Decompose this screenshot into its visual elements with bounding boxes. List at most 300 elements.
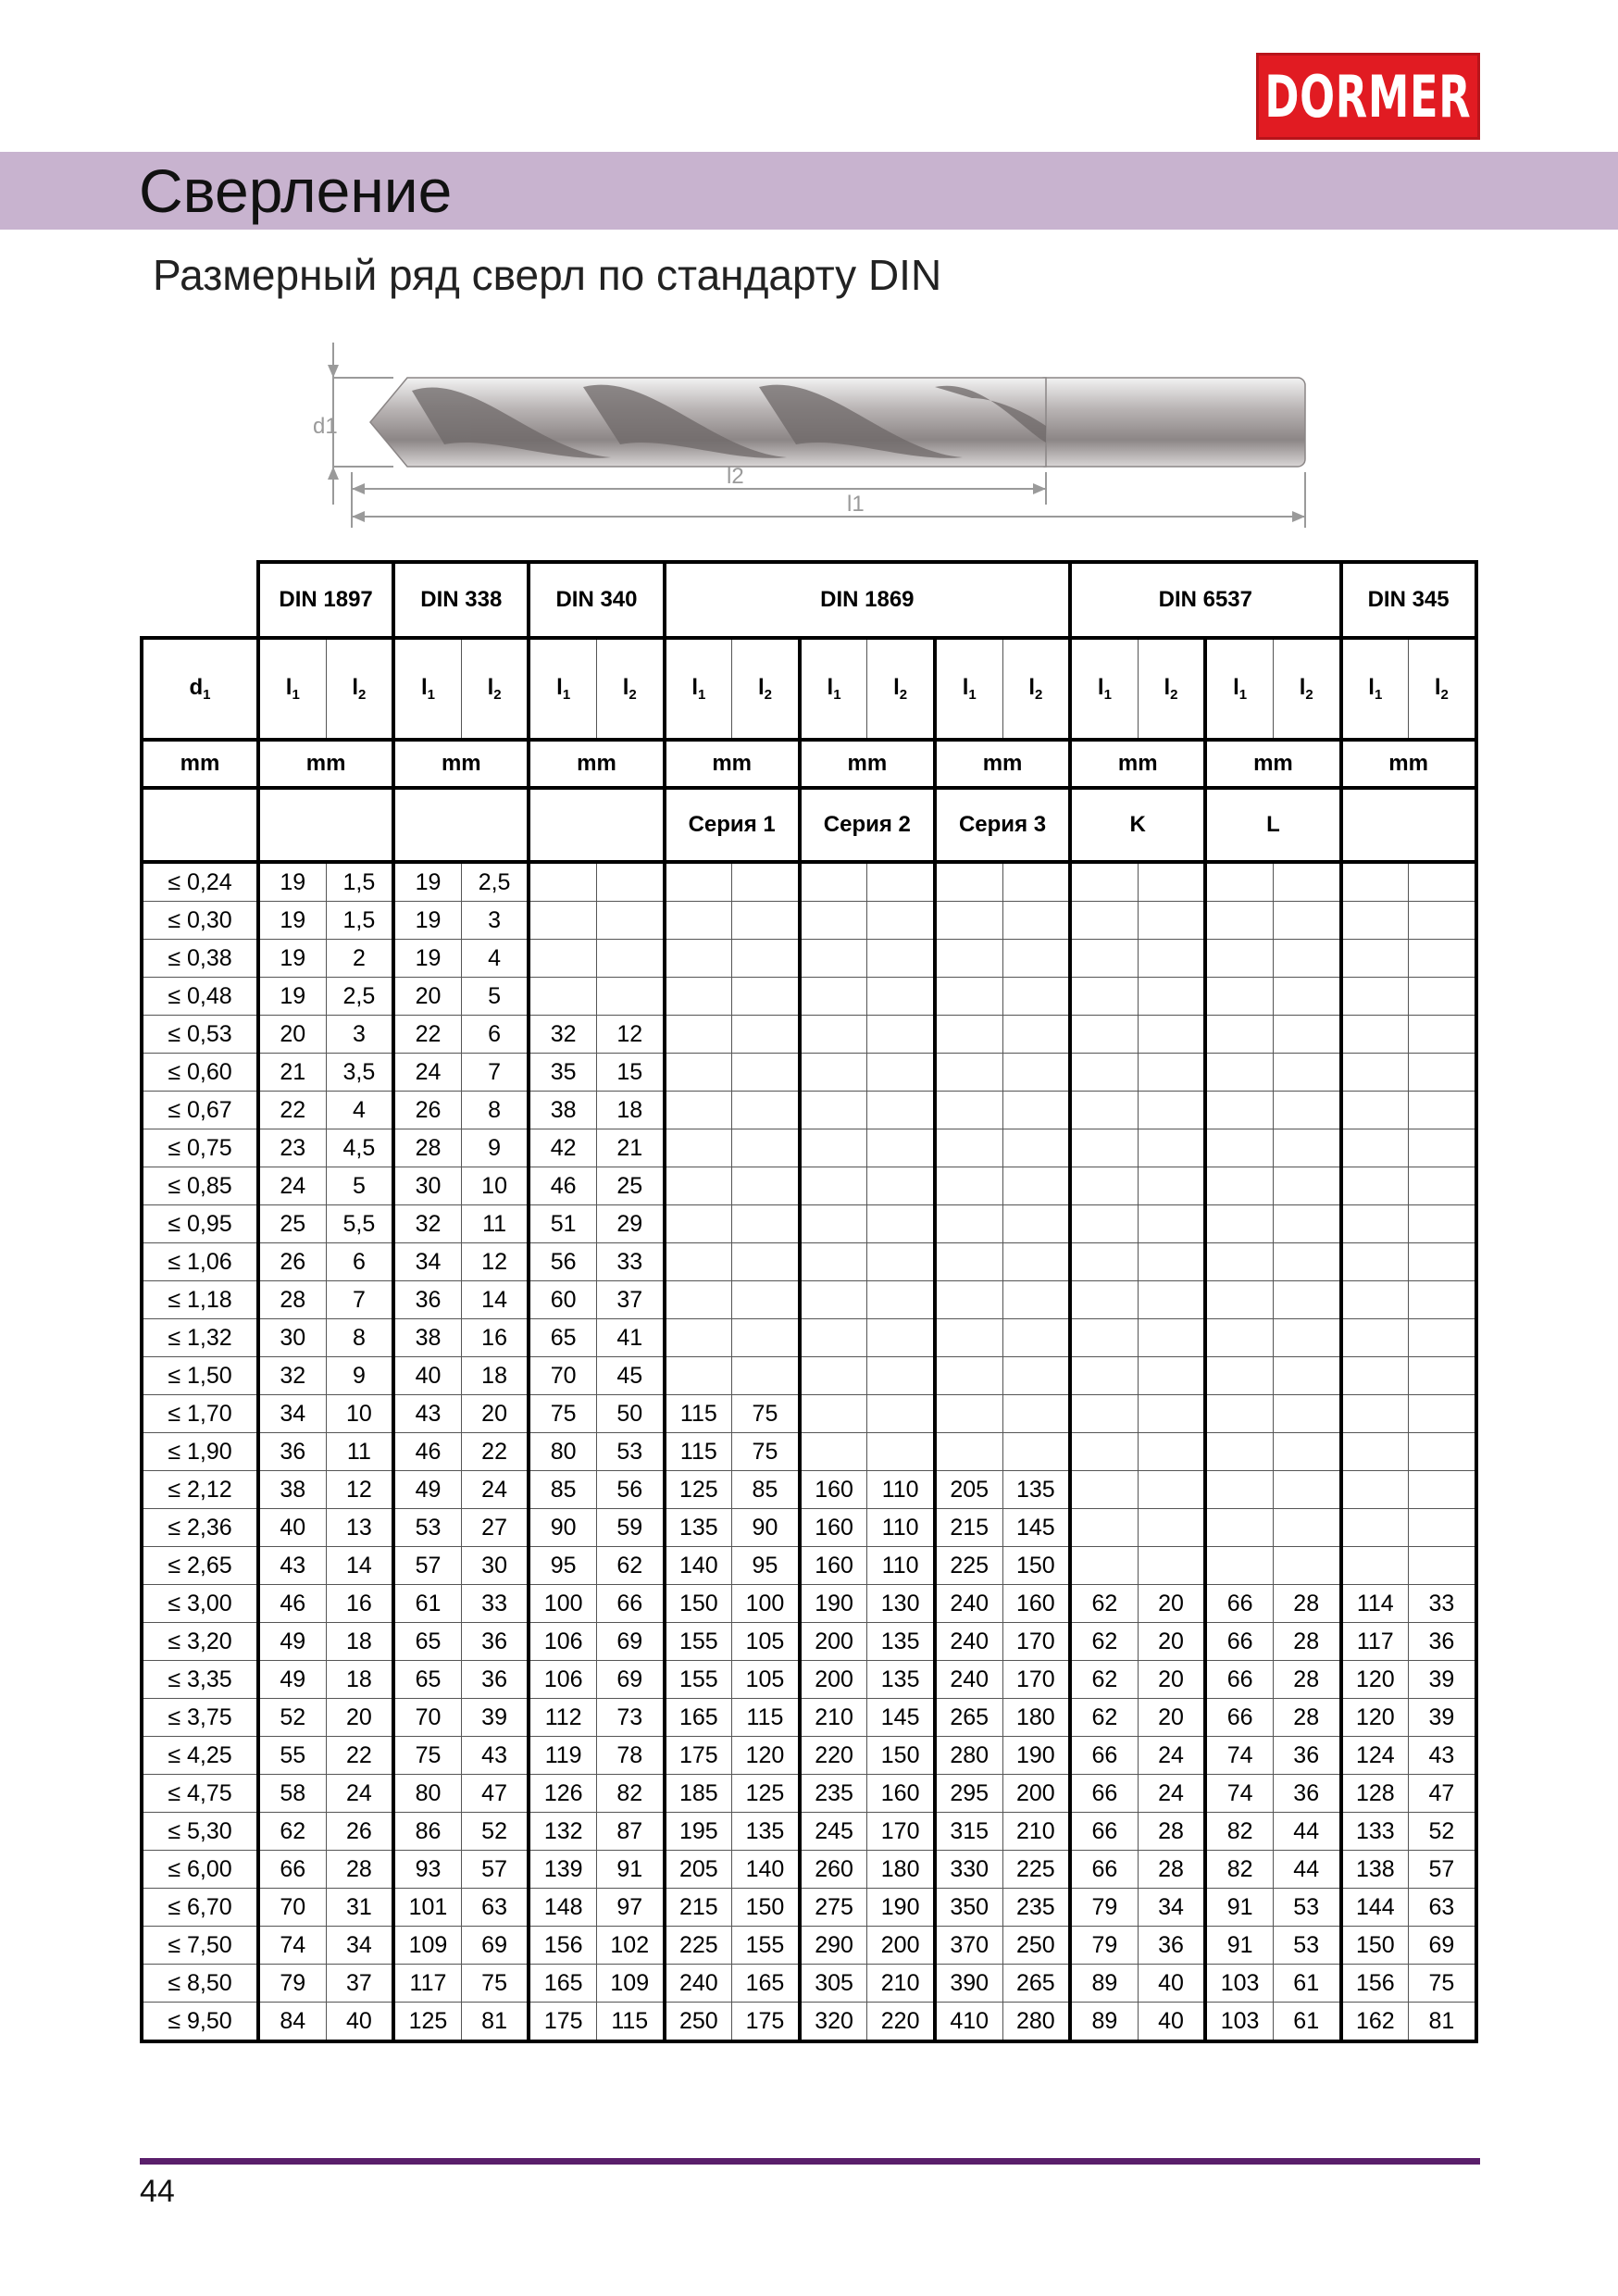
- value-cell: 160: [800, 1547, 867, 1585]
- series-header: Серия 3: [935, 788, 1070, 862]
- value-cell: [800, 1205, 867, 1243]
- value-cell: 20: [258, 1016, 326, 1054]
- l1-header-subscript: 1: [968, 687, 977, 703]
- value-cell: 37: [326, 1965, 393, 2003]
- value-cell: [1341, 1319, 1409, 1357]
- value-cell: 46: [529, 1167, 596, 1205]
- value-cell: 117: [1341, 1623, 1409, 1661]
- value-cell: [1138, 1281, 1205, 1319]
- l2-header: [461, 638, 529, 740]
- value-cell: 6: [326, 1243, 393, 1281]
- value-cell: [935, 1129, 1002, 1167]
- value-cell: 290: [800, 1927, 867, 1965]
- value-cell: 15: [596, 1054, 664, 1092]
- value-cell: [1409, 1319, 1476, 1357]
- value-cell: [1205, 862, 1273, 902]
- value-cell: [529, 978, 596, 1016]
- value-cell: [800, 1319, 867, 1357]
- value-cell: 84: [258, 2003, 326, 2042]
- l1-header-letter: l: [962, 675, 969, 700]
- value-cell: 28: [1138, 1851, 1205, 1889]
- value-cell: 101: [393, 1889, 461, 1927]
- value-cell: 90: [732, 1509, 800, 1547]
- value-cell: 61: [1273, 1965, 1340, 2003]
- value-cell: [935, 862, 1002, 902]
- value-cell: 43: [461, 1737, 529, 1775]
- value-cell: 19: [258, 940, 326, 978]
- value-cell: 47: [1409, 1775, 1476, 1813]
- value-cell: [1070, 1319, 1138, 1357]
- value-cell: 63: [461, 1889, 529, 1927]
- value-cell: 125: [732, 1775, 800, 1813]
- value-cell: [1409, 1092, 1476, 1129]
- value-cell: 79: [1070, 1927, 1138, 1965]
- value-cell: [1205, 1509, 1273, 1547]
- value-cell: [1409, 1016, 1476, 1054]
- unit-header: mm: [529, 740, 664, 788]
- table-row: [142, 1927, 1476, 1965]
- value-cell: 27: [461, 1509, 529, 1547]
- value-cell: 139: [529, 1851, 596, 1889]
- value-cell: 20: [326, 1699, 393, 1737]
- value-cell: [1138, 1395, 1205, 1433]
- value-cell: 200: [800, 1623, 867, 1661]
- l2-header-letter: l: [352, 675, 359, 700]
- value-cell: 11: [461, 1205, 529, 1243]
- table-row: [142, 1205, 1476, 1243]
- value-cell: [1070, 1243, 1138, 1281]
- value-cell: [1409, 1357, 1476, 1395]
- value-cell: 110: [867, 1471, 935, 1509]
- value-cell: [800, 1281, 867, 1319]
- value-cell: 200: [1002, 1775, 1070, 1813]
- value-cell: [732, 902, 800, 940]
- unit-header: mm: [1070, 740, 1205, 788]
- value-cell: 390: [935, 1965, 1002, 2003]
- value-cell: 21: [596, 1129, 664, 1167]
- value-cell: 175: [529, 2003, 596, 2042]
- value-cell: 32: [393, 1205, 461, 1243]
- value-cell: 36: [461, 1661, 529, 1699]
- value-cell: 66: [1205, 1623, 1273, 1661]
- value-cell: 51: [529, 1205, 596, 1243]
- value-cell: [800, 862, 867, 902]
- value-cell: [665, 1319, 732, 1357]
- value-cell: [1205, 1357, 1273, 1395]
- value-cell: [1070, 1281, 1138, 1319]
- value-cell: [1341, 1471, 1409, 1509]
- value-cell: 240: [935, 1623, 1002, 1661]
- value-cell: 190: [1002, 1737, 1070, 1775]
- value-cell: 44: [1273, 1851, 1340, 1889]
- l2-header-subscript: 2: [493, 687, 502, 703]
- logo-text: DORMER: [1264, 62, 1472, 131]
- value-cell: 7: [326, 1281, 393, 1319]
- table-row: [142, 1395, 1476, 1433]
- value-cell: 110: [867, 1547, 935, 1585]
- value-cell: 66: [1205, 1661, 1273, 1699]
- value-cell: 62: [1070, 1699, 1138, 1737]
- value-cell: 109: [393, 1927, 461, 1965]
- l2-header-subscript: 2: [1170, 687, 1178, 703]
- value-cell: 91: [1205, 1889, 1273, 1927]
- value-cell: 43: [393, 1395, 461, 1433]
- value-cell: 75: [732, 1433, 800, 1471]
- value-cell: [665, 1357, 732, 1395]
- value-cell: 170: [1002, 1623, 1070, 1661]
- value-cell: [1341, 1167, 1409, 1205]
- value-cell: 14: [461, 1281, 529, 1319]
- value-cell: [1070, 1016, 1138, 1054]
- value-cell: 40: [258, 1509, 326, 1547]
- value-cell: [800, 1395, 867, 1433]
- value-cell: [1205, 902, 1273, 940]
- table-row: [142, 1623, 1476, 1661]
- value-cell: [1070, 1471, 1138, 1509]
- value-cell: [1002, 902, 1070, 940]
- value-cell: [1205, 1205, 1273, 1243]
- value-cell: 52: [1409, 1813, 1476, 1851]
- value-cell: 95: [732, 1547, 800, 1585]
- value-cell: 22: [461, 1433, 529, 1471]
- unit-header: mm: [935, 740, 1070, 788]
- value-cell: [665, 1167, 732, 1205]
- value-cell: [1070, 1054, 1138, 1092]
- value-cell: 46: [393, 1433, 461, 1471]
- value-cell: 28: [393, 1129, 461, 1167]
- value-cell: [1341, 1395, 1409, 1433]
- value-cell: 140: [665, 1547, 732, 1585]
- l1-header-subscript: 1: [427, 687, 435, 703]
- table-row: [142, 1016, 1476, 1054]
- value-cell: [1409, 862, 1476, 902]
- value-cell: 78: [596, 1737, 664, 1775]
- value-cell: [732, 1129, 800, 1167]
- value-cell: 28: [1273, 1699, 1340, 1737]
- unit-header: mm: [800, 740, 935, 788]
- value-cell: 86: [393, 1813, 461, 1851]
- value-cell: 28: [326, 1851, 393, 1889]
- value-cell: 80: [393, 1775, 461, 1813]
- value-cell: [1002, 1129, 1070, 1167]
- value-cell: [732, 1205, 800, 1243]
- value-cell: 109: [596, 1965, 664, 2003]
- value-cell: [529, 940, 596, 978]
- series-header: [258, 788, 393, 862]
- value-cell: [1341, 1129, 1409, 1167]
- value-cell: [596, 862, 664, 902]
- value-cell: [1138, 1243, 1205, 1281]
- value-cell: 175: [732, 2003, 800, 2042]
- value-cell: 49: [258, 1623, 326, 1661]
- value-cell: 225: [1002, 1851, 1070, 1889]
- value-cell: [1341, 1243, 1409, 1281]
- value-cell: 66: [1205, 1585, 1273, 1623]
- value-cell: 165: [732, 1965, 800, 2003]
- l2-header-letter: l: [1164, 675, 1171, 700]
- value-cell: 36: [258, 1433, 326, 1471]
- value-cell: [935, 1433, 1002, 1471]
- value-cell: 18: [326, 1623, 393, 1661]
- value-cell: [867, 902, 935, 940]
- value-cell: 6: [461, 1016, 529, 1054]
- value-cell: 150: [732, 1889, 800, 1927]
- unit-header: mm: [393, 740, 529, 788]
- value-cell: [1409, 1167, 1476, 1205]
- l2-header: [1409, 638, 1476, 740]
- value-cell: 2: [326, 940, 393, 978]
- value-cell: 4,5: [326, 1129, 393, 1167]
- value-cell: [1002, 940, 1070, 978]
- table-row: [142, 1889, 1476, 1927]
- value-cell: 195: [665, 1813, 732, 1851]
- value-cell: 19: [393, 940, 461, 978]
- value-cell: 180: [867, 1851, 935, 1889]
- value-cell: 250: [665, 2003, 732, 2042]
- value-cell: 65: [393, 1623, 461, 1661]
- value-cell: 295: [935, 1775, 1002, 1813]
- value-cell: [1070, 1395, 1138, 1433]
- l2-header-subscript: 2: [1034, 687, 1043, 703]
- value-cell: 57: [461, 1851, 529, 1889]
- value-cell: [935, 1281, 1002, 1319]
- value-cell: 82: [596, 1775, 664, 1813]
- value-cell: 69: [596, 1623, 664, 1661]
- value-cell: [596, 902, 664, 940]
- l1-header-subscript: 1: [833, 687, 841, 703]
- diameter-cell: ≤ 2,36: [142, 1509, 258, 1547]
- value-cell: 103: [1205, 1965, 1273, 2003]
- value-cell: [1002, 1243, 1070, 1281]
- value-cell: 155: [665, 1623, 732, 1661]
- value-cell: 60: [529, 1281, 596, 1319]
- table-row: [142, 1167, 1476, 1205]
- value-cell: [1409, 1547, 1476, 1585]
- value-cell: 87: [596, 1813, 664, 1851]
- value-cell: [1138, 1054, 1205, 1092]
- value-cell: [867, 1395, 935, 1433]
- value-cell: 124: [1341, 1737, 1409, 1775]
- value-cell: 73: [596, 1699, 664, 1737]
- value-cell: [1070, 1509, 1138, 1547]
- value-cell: [1002, 1433, 1070, 1471]
- value-cell: 29: [596, 1205, 664, 1243]
- table-row: [142, 1357, 1476, 1395]
- value-cell: 53: [1273, 1889, 1340, 1927]
- value-cell: 120: [1341, 1661, 1409, 1699]
- value-cell: 24: [1138, 1775, 1205, 1813]
- table-row: [142, 1813, 1476, 1851]
- value-cell: 95: [529, 1547, 596, 1585]
- value-cell: 18: [461, 1357, 529, 1395]
- value-cell: 210: [1002, 1813, 1070, 1851]
- value-cell: 165: [529, 1965, 596, 2003]
- value-cell: 190: [867, 1889, 935, 1927]
- value-cell: 20: [1138, 1623, 1205, 1661]
- value-cell: 180: [1002, 1699, 1070, 1737]
- unit-header: mm: [1341, 740, 1476, 788]
- diameter-subscript: 1: [203, 687, 211, 703]
- standard-header: DIN 345: [1341, 562, 1476, 638]
- value-cell: 160: [800, 1509, 867, 1547]
- value-cell: 175: [665, 1737, 732, 1775]
- value-cell: 350: [935, 1889, 1002, 1927]
- l1-header-subscript: 1: [292, 687, 300, 703]
- value-cell: 103: [1205, 2003, 1273, 2042]
- value-cell: 36: [1273, 1737, 1340, 1775]
- value-cell: 160: [1002, 1585, 1070, 1623]
- value-cell: 18: [326, 1661, 393, 1699]
- value-cell: 20: [461, 1395, 529, 1433]
- value-cell: 18: [596, 1092, 664, 1129]
- value-cell: [1409, 902, 1476, 940]
- value-cell: [867, 1129, 935, 1167]
- value-cell: 55: [258, 1737, 326, 1775]
- value-cell: [1273, 1395, 1340, 1433]
- value-cell: 170: [1002, 1661, 1070, 1699]
- l1-header-subscript: 1: [562, 687, 571, 703]
- diameter-cell: ≤ 1,06: [142, 1243, 258, 1281]
- value-cell: [935, 940, 1002, 978]
- value-cell: [1205, 1547, 1273, 1585]
- l2-header-subscript: 2: [629, 687, 637, 703]
- l1-header: [665, 638, 732, 740]
- value-cell: 165: [665, 1699, 732, 1737]
- value-cell: [1002, 1054, 1070, 1092]
- value-cell: 10: [461, 1167, 529, 1205]
- value-cell: 43: [258, 1547, 326, 1585]
- l2-header: [1138, 638, 1205, 740]
- value-cell: [1138, 1016, 1205, 1054]
- value-cell: [665, 978, 732, 1016]
- value-cell: 81: [1409, 2003, 1476, 2042]
- value-cell: [732, 1092, 800, 1129]
- table-row: [142, 1054, 1476, 1092]
- value-cell: [935, 1205, 1002, 1243]
- value-cell: 265: [935, 1699, 1002, 1737]
- value-cell: 34: [1138, 1889, 1205, 1927]
- value-cell: 138: [1341, 1851, 1409, 1889]
- value-cell: 210: [800, 1699, 867, 1737]
- value-cell: 150: [665, 1585, 732, 1623]
- value-cell: 240: [665, 1965, 732, 2003]
- value-cell: [1138, 1319, 1205, 1357]
- value-cell: [800, 1092, 867, 1129]
- table-row: [142, 1092, 1476, 1129]
- value-cell: [1273, 1205, 1340, 1243]
- value-cell: [1409, 978, 1476, 1016]
- value-cell: 39: [1409, 1699, 1476, 1737]
- value-cell: 125: [393, 2003, 461, 2042]
- l2-header-subscript: 2: [1440, 687, 1449, 703]
- value-cell: 34: [258, 1395, 326, 1433]
- value-cell: [1205, 1471, 1273, 1509]
- table-row: [142, 978, 1476, 1016]
- value-cell: 185: [665, 1775, 732, 1813]
- value-cell: 34: [393, 1243, 461, 1281]
- l1-header-subscript: 1: [1103, 687, 1112, 703]
- value-cell: 155: [732, 1927, 800, 1965]
- value-cell: 75: [1409, 1965, 1476, 2003]
- value-cell: 21: [258, 1054, 326, 1092]
- value-cell: 23: [258, 1129, 326, 1167]
- value-cell: 74: [258, 1927, 326, 1965]
- value-cell: 30: [393, 1167, 461, 1205]
- value-cell: 19: [258, 902, 326, 940]
- value-cell: 126: [529, 1775, 596, 1813]
- diameter-cell: ≤ 7,50: [142, 1927, 258, 1965]
- value-cell: 36: [393, 1281, 461, 1319]
- value-cell: [1273, 1129, 1340, 1167]
- value-cell: [665, 1092, 732, 1129]
- l1-header: [258, 638, 326, 740]
- value-cell: 135: [867, 1661, 935, 1699]
- table-row: [142, 1471, 1476, 1509]
- value-cell: [1409, 1509, 1476, 1547]
- value-cell: [1205, 1319, 1273, 1357]
- l1-header: [529, 638, 596, 740]
- diameter-cell: ≤ 1,32: [142, 1319, 258, 1357]
- value-cell: 150: [1341, 1927, 1409, 1965]
- value-cell: 40: [326, 2003, 393, 2042]
- table-row: [142, 1129, 1476, 1167]
- standard-header: DIN 340: [529, 562, 664, 638]
- value-cell: 130: [867, 1585, 935, 1623]
- value-cell: 22: [326, 1737, 393, 1775]
- value-cell: 210: [867, 1965, 935, 2003]
- l1-header-letter: l: [1368, 675, 1375, 700]
- value-cell: 70: [393, 1699, 461, 1737]
- value-cell: 65: [529, 1319, 596, 1357]
- value-cell: [596, 978, 664, 1016]
- value-cell: 58: [258, 1775, 326, 1813]
- value-cell: [665, 1054, 732, 1092]
- value-cell: 91: [596, 1851, 664, 1889]
- table-row: [142, 1243, 1476, 1281]
- value-cell: 32: [529, 1016, 596, 1054]
- table-row: [142, 1965, 1476, 2003]
- value-cell: 28: [1273, 1661, 1340, 1699]
- value-cell: 36: [1138, 1927, 1205, 1965]
- value-cell: 66: [1070, 1737, 1138, 1775]
- value-cell: 8: [461, 1092, 529, 1129]
- unit-header: mm: [665, 740, 800, 788]
- value-cell: [867, 1167, 935, 1205]
- value-cell: 250: [1002, 1927, 1070, 1965]
- value-cell: 145: [1002, 1509, 1070, 1547]
- value-cell: 74: [1205, 1737, 1273, 1775]
- value-cell: [665, 1243, 732, 1281]
- value-cell: 97: [596, 1889, 664, 1927]
- value-cell: 61: [393, 1585, 461, 1623]
- value-cell: [1205, 1281, 1273, 1319]
- value-cell: 110: [867, 1509, 935, 1547]
- value-cell: [1205, 1092, 1273, 1129]
- diameter-cell: ≤ 0,30: [142, 902, 258, 940]
- value-cell: 39: [1409, 1661, 1476, 1699]
- value-cell: 20: [1138, 1585, 1205, 1623]
- value-cell: 140: [732, 1851, 800, 1889]
- value-cell: [1341, 902, 1409, 940]
- value-cell: 26: [326, 1813, 393, 1851]
- value-cell: 105: [732, 1623, 800, 1661]
- value-cell: 69: [461, 1927, 529, 1965]
- value-cell: 100: [529, 1585, 596, 1623]
- value-cell: [732, 1054, 800, 1092]
- l2-header-letter: l: [622, 675, 629, 700]
- value-cell: [1273, 1092, 1340, 1129]
- l2-header-letter: l: [1028, 675, 1035, 700]
